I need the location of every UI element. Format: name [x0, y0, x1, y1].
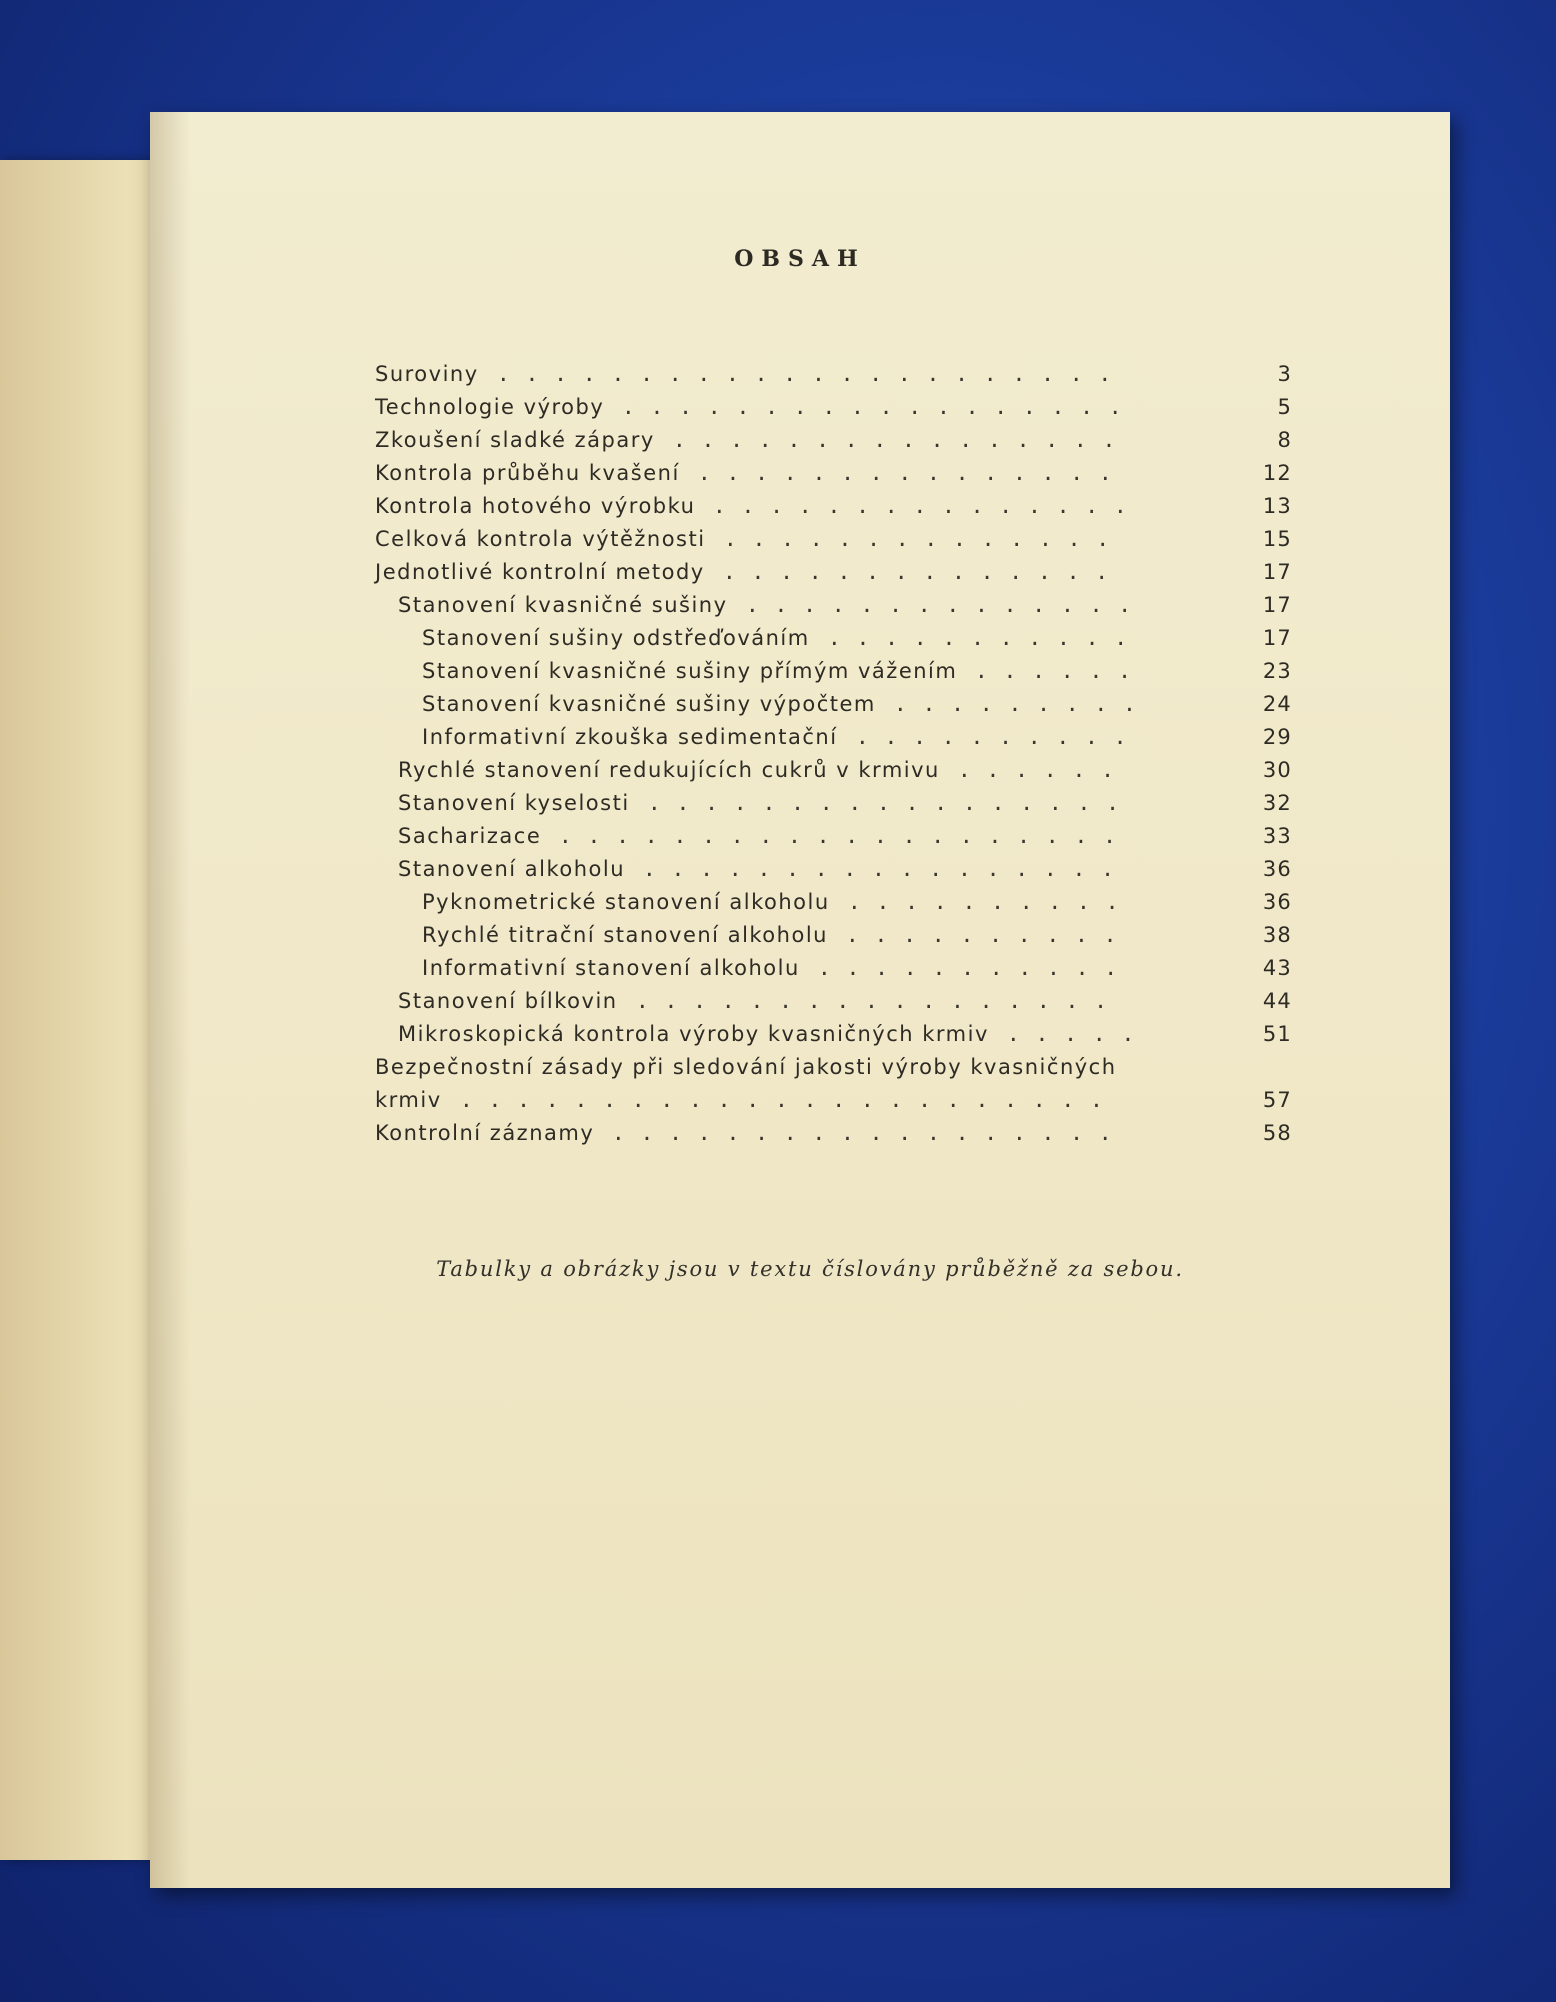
toc-entry-page: 29 — [1262, 725, 1292, 749]
toc-leader-dots: ...... — [975, 659, 1147, 683]
toc-entry-page: 33 — [1262, 824, 1292, 848]
toc-entry-title: Informativní stanovení alkoholu — [422, 956, 800, 980]
toc-entry-page: 36 — [1262, 857, 1292, 881]
toc-entry-title: Stanovení kvasničné sušiny výpočtem — [422, 692, 876, 716]
toc-entry-page: 12 — [1262, 461, 1292, 485]
toc-entry-page: 15 — [1262, 527, 1292, 551]
toc-entry-title: Stanovení kvasničné sušiny — [398, 593, 728, 617]
toc-entry-page: 5 — [1277, 395, 1292, 419]
toc-entry-title: Bezpečnostní zásady při sledování jakosti výroby kvasničných — [375, 1055, 1117, 1079]
toc-leader-dots: .......... — [848, 890, 1135, 914]
toc-entry-title: Kontrolní záznamy — [375, 1121, 595, 1145]
toc-entry — [150, 362, 1450, 392]
toc-entry-title: Stanovení alkoholu — [398, 857, 626, 881]
toc-leader-dots: ................. — [636, 989, 1123, 1013]
toc-entry-page: 43 — [1262, 956, 1292, 980]
toc-leader-dots: ................ — [673, 428, 1132, 452]
toc-leader-dots: ..... — [1007, 1022, 1151, 1046]
toc-entry — [150, 1121, 1450, 1151]
toc-entry — [150, 593, 1450, 623]
toc-entry — [150, 824, 1450, 854]
toc-leader-dots: .................... — [559, 824, 1132, 848]
toc-leader-dots: ...................... — [497, 362, 1128, 386]
toc-entry — [150, 923, 1450, 953]
toc-entry-title: Mikroskopická kontrola výroby kvasničných krmiv — [398, 1022, 989, 1046]
toc-entry-page: 17 — [1262, 560, 1292, 584]
toc-leader-dots: .................. — [612, 1121, 1128, 1145]
page-title: OBSAH — [734, 246, 866, 272]
toc-entry-page: 58 — [1262, 1121, 1292, 1145]
toc-entry-page: 51 — [1262, 1022, 1292, 1046]
toc-leader-dots: ...... — [958, 758, 1130, 782]
toc-leader-dots: ........... — [818, 956, 1134, 980]
toc-entry-title: Rychlé stanovení redukujících cukrů v krmivu — [398, 758, 940, 782]
toc-entry-page: 23 — [1262, 659, 1292, 683]
toc-entry-page: 17 — [1262, 626, 1292, 650]
toc-entry-title: Informativní zkouška sedimentační — [422, 725, 838, 749]
toc-entry — [150, 956, 1450, 986]
toc-entry-title: Sacharizace — [398, 824, 542, 848]
toc-entry — [150, 1022, 1450, 1052]
toc-entry-title: Stanovení bílkovin — [398, 989, 618, 1013]
toc-entry-title: Celková kontrola výtěžnosti — [375, 527, 706, 551]
toc-entry — [150, 659, 1450, 689]
toc-leader-dots: .............. — [746, 593, 1148, 617]
footnote: Tabulky a obrázky jsou v textu číslovány průběžně za sebou. — [436, 1257, 1184, 1281]
toc-entry — [150, 461, 1450, 491]
toc-entry-page: 30 — [1262, 758, 1292, 782]
toc-entry-title: Kontrola hotového výrobku — [375, 494, 696, 518]
toc-entry — [150, 1055, 1450, 1085]
toc-entry-title: Stanovení kyselosti — [398, 791, 630, 815]
toc-entry-page: 17 — [1262, 593, 1292, 617]
toc-entry-title: krmiv — [375, 1088, 442, 1112]
toc-entry-page: 36 — [1262, 890, 1292, 914]
toc-leader-dots: .......... — [856, 725, 1143, 749]
toc-leader-dots: ................. — [643, 857, 1130, 881]
toc-entry-page: 13 — [1262, 494, 1292, 518]
toc-entry-page: 32 — [1262, 791, 1292, 815]
toc-entry — [150, 758, 1450, 788]
toc-entry-title: Stanovení kvasničné sušiny přímým vážením — [422, 659, 958, 683]
toc-entry-page: 8 — [1277, 428, 1292, 452]
toc-entry-title: Suroviny — [375, 362, 479, 386]
toc-leader-dots: ........... — [828, 626, 1144, 650]
toc-entry-page: 38 — [1262, 923, 1292, 947]
toc-entry — [150, 791, 1450, 821]
toc-entry — [150, 626, 1450, 656]
toc-entry — [150, 395, 1450, 425]
toc-entry — [150, 725, 1450, 755]
toc-leader-dots: .................. — [622, 395, 1138, 419]
toc-entry — [150, 494, 1450, 524]
toc-entry — [150, 1088, 1450, 1118]
toc-entry-title: Zkoušení sladké zápary — [375, 428, 655, 452]
book-page — [150, 112, 1450, 1888]
toc-entry — [150, 989, 1450, 1019]
toc-leader-dots: ............... — [713, 494, 1143, 518]
toc-entry — [150, 890, 1450, 920]
toc-entry-title: Kontrola průběhu kvašení — [375, 461, 680, 485]
toc-leader-dots: ....................... — [460, 1088, 1119, 1112]
toc-entry-page: 3 — [1277, 362, 1292, 386]
toc-entry-title: Technologie výroby — [375, 395, 605, 419]
toc-entry-title: Rychlé titrační stanovení alkoholu — [422, 923, 828, 947]
toc-entry-page: 57 — [1262, 1088, 1292, 1112]
toc-entry-page: 24 — [1262, 692, 1292, 716]
toc-leader-dots: .......... — [846, 923, 1133, 947]
toc-entry — [150, 692, 1450, 722]
toc-entry — [150, 560, 1450, 590]
toc-entry-title: Pyknometrické stanovení alkoholu — [422, 890, 830, 914]
toc-entry — [150, 527, 1450, 557]
toc-leader-dots: .............. — [723, 560, 1125, 584]
toc-entry — [150, 857, 1450, 887]
toc-entry-page: 44 — [1262, 989, 1292, 1013]
toc-leader-dots: ............... — [698, 461, 1128, 485]
toc-leader-dots: .............. — [724, 527, 1126, 551]
toc-entry — [150, 428, 1450, 458]
toc-entry-title: Jednotlivé kontrolní metody — [375, 560, 705, 584]
toc-entry-title: Stanovení sušiny odstřeďováním — [422, 626, 810, 650]
toc-leader-dots: ......... — [894, 692, 1152, 716]
toc-leader-dots: ................. — [648, 791, 1135, 815]
